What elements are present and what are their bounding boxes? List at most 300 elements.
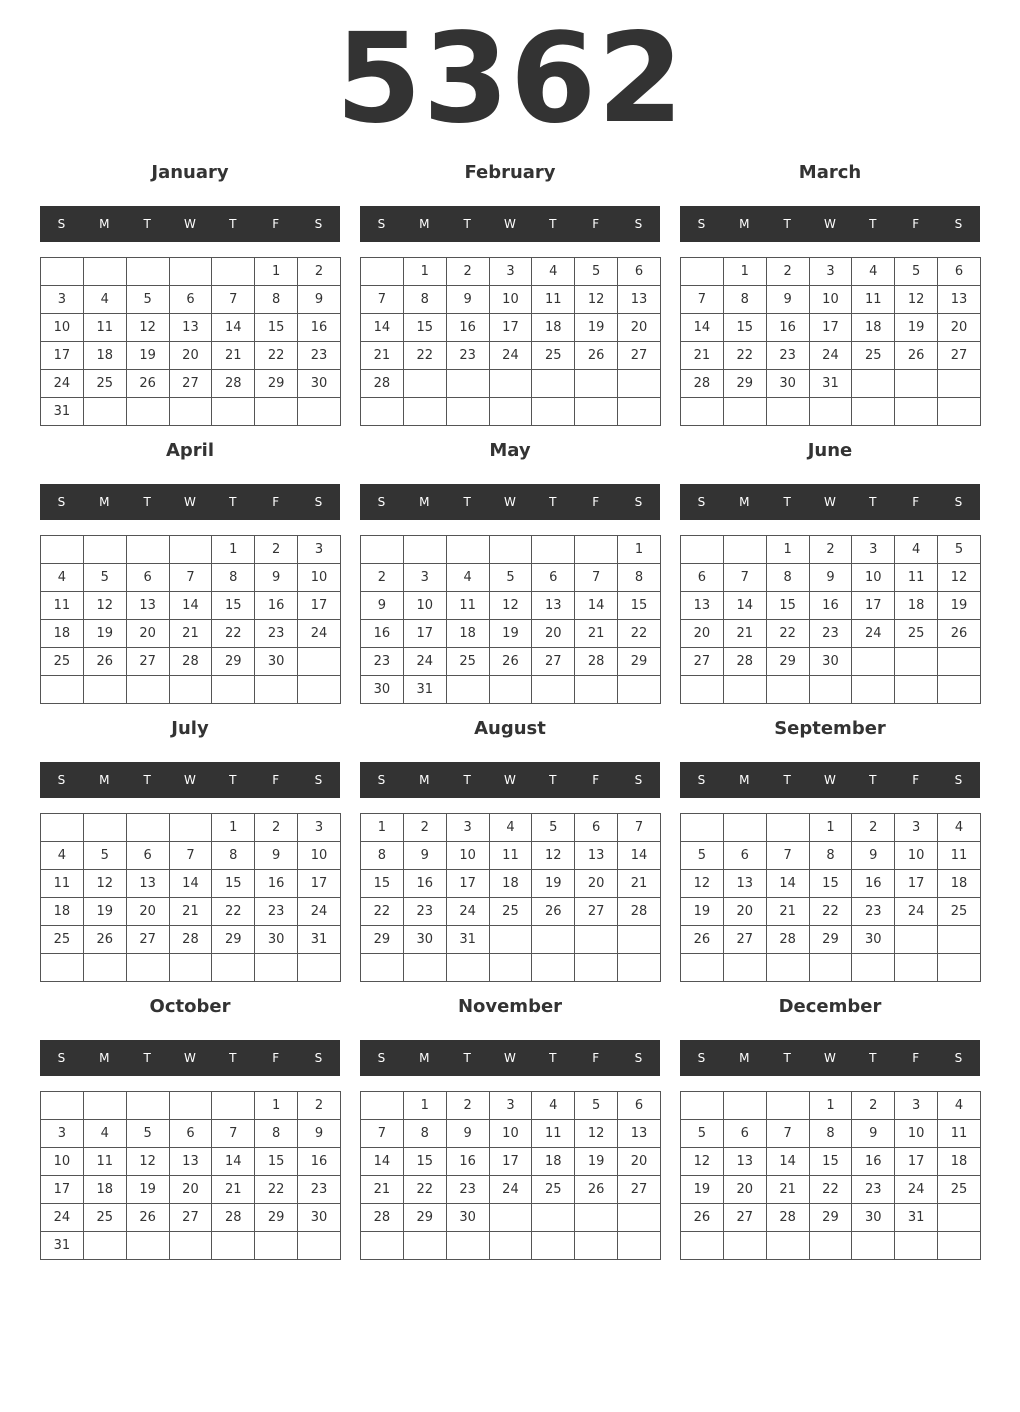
empty-cell bbox=[489, 536, 532, 564]
day-cell: 26 bbox=[83, 926, 126, 954]
day-cell: 15 bbox=[809, 1148, 852, 1176]
day-cell: 8 bbox=[255, 286, 298, 314]
weekday-label: W bbox=[824, 495, 836, 509]
day-cell: 14 bbox=[766, 1148, 809, 1176]
day-cell: 14 bbox=[212, 1148, 255, 1176]
day-cell: 2 bbox=[809, 536, 852, 564]
day-cell: 28 bbox=[212, 370, 255, 398]
day-cell: 3 bbox=[895, 814, 938, 842]
day-cell: 21 bbox=[169, 898, 212, 926]
day-cell: 26 bbox=[575, 1176, 618, 1204]
day-cell: 26 bbox=[575, 342, 618, 370]
day-cell: 3 bbox=[298, 536, 341, 564]
empty-cell bbox=[532, 370, 575, 398]
day-cell: 6 bbox=[938, 258, 981, 286]
weekday-label: S bbox=[314, 1051, 323, 1065]
day-cell: 4 bbox=[446, 564, 489, 592]
day-cell: 15 bbox=[766, 592, 809, 620]
day-cell: 9 bbox=[809, 564, 852, 592]
day-cell: 1 bbox=[403, 1092, 446, 1120]
day-cell: 9 bbox=[255, 842, 298, 870]
weekday-header bbox=[680, 206, 980, 242]
empty-cell bbox=[169, 398, 212, 426]
weekday-label: T bbox=[143, 773, 151, 787]
day-cell: 25 bbox=[41, 648, 84, 676]
day-cell: 19 bbox=[126, 1176, 169, 1204]
day-cell: 10 bbox=[895, 1120, 938, 1148]
weekday-label: F bbox=[912, 495, 920, 509]
weekday-header bbox=[360, 206, 660, 242]
day-cell: 22 bbox=[255, 342, 298, 370]
day-cell: 27 bbox=[169, 370, 212, 398]
weekday-label: T bbox=[549, 773, 557, 787]
day-cell: 14 bbox=[361, 1148, 404, 1176]
day-cell: 22 bbox=[809, 1176, 852, 1204]
weekday-label: T bbox=[783, 495, 791, 509]
day-grid bbox=[680, 813, 981, 982]
week-row bbox=[41, 620, 341, 648]
day-cell: 3 bbox=[298, 814, 341, 842]
day-cell: 17 bbox=[852, 592, 895, 620]
weekday-label: M bbox=[419, 495, 430, 509]
day-cell: 5 bbox=[938, 536, 981, 564]
week-row bbox=[681, 1204, 981, 1232]
empty-cell bbox=[361, 398, 404, 426]
weekday-label: M bbox=[99, 217, 110, 231]
weekday-label: W bbox=[184, 1051, 196, 1065]
day-grid bbox=[360, 535, 661, 704]
day-cell: 15 bbox=[809, 870, 852, 898]
day-cell: 10 bbox=[489, 1120, 532, 1148]
day-cell: 4 bbox=[938, 814, 981, 842]
empty-cell bbox=[723, 676, 766, 704]
day-cell: 17 bbox=[41, 342, 84, 370]
day-cell: 14 bbox=[361, 314, 404, 342]
day-cell: 25 bbox=[83, 370, 126, 398]
day-cell: 27 bbox=[938, 342, 981, 370]
day-cell: 17 bbox=[489, 314, 532, 342]
empty-cell bbox=[766, 1092, 809, 1120]
empty-cell bbox=[938, 398, 981, 426]
day-cell: 13 bbox=[723, 870, 766, 898]
weekday-label: T bbox=[463, 773, 471, 787]
day-cell: 30 bbox=[852, 1204, 895, 1232]
day-cell: 12 bbox=[895, 286, 938, 314]
day-cell: 28 bbox=[169, 926, 212, 954]
day-cell: 12 bbox=[938, 564, 981, 592]
day-cell: 15 bbox=[403, 314, 446, 342]
day-cell: 22 bbox=[255, 1176, 298, 1204]
day-cell: 21 bbox=[766, 1176, 809, 1204]
day-cell: 2 bbox=[298, 1092, 341, 1120]
day-cell: 5 bbox=[126, 1120, 169, 1148]
day-cell: 12 bbox=[681, 870, 724, 898]
day-cell: 31 bbox=[298, 926, 341, 954]
empty-cell bbox=[532, 1232, 575, 1260]
week-row bbox=[681, 814, 981, 842]
day-cell: 22 bbox=[403, 1176, 446, 1204]
day-cell: 21 bbox=[169, 620, 212, 648]
day-cell: 7 bbox=[766, 1120, 809, 1148]
day-cell: 19 bbox=[895, 314, 938, 342]
empty-cell bbox=[212, 1092, 255, 1120]
day-cell: 10 bbox=[446, 842, 489, 870]
day-cell: 13 bbox=[723, 1148, 766, 1176]
empty-cell bbox=[618, 676, 661, 704]
day-cell: 3 bbox=[446, 814, 489, 842]
day-cell: 16 bbox=[255, 592, 298, 620]
day-cell: 31 bbox=[809, 370, 852, 398]
weekday-label: F bbox=[272, 773, 280, 787]
day-cell: 4 bbox=[532, 258, 575, 286]
day-cell: 9 bbox=[852, 1120, 895, 1148]
weekday-label: S bbox=[697, 217, 706, 231]
empty-cell bbox=[212, 258, 255, 286]
empty-cell bbox=[723, 1092, 766, 1120]
day-cell: 1 bbox=[361, 814, 404, 842]
empty-cell bbox=[298, 398, 341, 426]
empty-cell bbox=[83, 1232, 126, 1260]
day-cell: 26 bbox=[681, 926, 724, 954]
day-cell: 21 bbox=[723, 620, 766, 648]
empty-cell bbox=[489, 398, 532, 426]
day-cell: 25 bbox=[532, 1176, 575, 1204]
day-cell: 11 bbox=[532, 1120, 575, 1148]
empty-cell bbox=[361, 536, 404, 564]
day-cell: 15 bbox=[255, 314, 298, 342]
empty-cell bbox=[212, 1232, 255, 1260]
day-cell: 11 bbox=[852, 286, 895, 314]
week-row bbox=[361, 1232, 661, 1260]
weekday-label: W bbox=[824, 1051, 836, 1065]
day-cell: 28 bbox=[361, 370, 404, 398]
week-row bbox=[681, 1120, 981, 1148]
day-cell: 20 bbox=[681, 620, 724, 648]
day-cell: 25 bbox=[895, 620, 938, 648]
day-cell: 11 bbox=[895, 564, 938, 592]
day-cell: 7 bbox=[766, 842, 809, 870]
empty-cell bbox=[169, 954, 212, 982]
day-cell: 1 bbox=[255, 1092, 298, 1120]
week-row bbox=[361, 592, 661, 620]
day-cell: 2 bbox=[446, 258, 489, 286]
weekday-label: T bbox=[229, 773, 237, 787]
empty-cell bbox=[575, 370, 618, 398]
empty-cell bbox=[532, 1204, 575, 1232]
day-cell: 14 bbox=[169, 870, 212, 898]
day-cell: 6 bbox=[169, 1120, 212, 1148]
day-cell: 6 bbox=[723, 842, 766, 870]
weekday-label: T bbox=[549, 217, 557, 231]
day-cell: 6 bbox=[723, 1120, 766, 1148]
day-cell: 22 bbox=[403, 342, 446, 370]
day-cell: 2 bbox=[298, 258, 341, 286]
day-cell: 11 bbox=[41, 870, 84, 898]
day-cell: 7 bbox=[575, 564, 618, 592]
empty-cell bbox=[489, 954, 532, 982]
week-row bbox=[361, 898, 661, 926]
day-cell: 1 bbox=[618, 536, 661, 564]
weekday-label: S bbox=[314, 217, 323, 231]
empty-cell bbox=[766, 1232, 809, 1260]
weekday-label: F bbox=[912, 1051, 920, 1065]
week-row bbox=[681, 842, 981, 870]
week-row bbox=[681, 898, 981, 926]
empty-cell bbox=[938, 926, 981, 954]
week-row bbox=[41, 954, 341, 982]
week-row bbox=[361, 842, 661, 870]
week-row bbox=[361, 954, 661, 982]
day-cell: 13 bbox=[169, 1148, 212, 1176]
week-row bbox=[681, 592, 981, 620]
week-row bbox=[361, 370, 661, 398]
day-cell: 31 bbox=[895, 1204, 938, 1232]
day-cell: 8 bbox=[618, 564, 661, 592]
week-row bbox=[41, 814, 341, 842]
empty-cell bbox=[618, 1232, 661, 1260]
day-cell: 7 bbox=[212, 1120, 255, 1148]
empty-cell bbox=[895, 926, 938, 954]
day-cell: 5 bbox=[681, 1120, 724, 1148]
week-row bbox=[361, 342, 661, 370]
day-cell: 10 bbox=[403, 592, 446, 620]
weekday-label: M bbox=[419, 773, 430, 787]
day-cell: 11 bbox=[489, 842, 532, 870]
day-cell: 18 bbox=[446, 620, 489, 648]
empty-cell bbox=[938, 676, 981, 704]
day-cell: 12 bbox=[532, 842, 575, 870]
weekday-label: S bbox=[57, 495, 66, 509]
day-cell: 29 bbox=[255, 370, 298, 398]
empty-cell bbox=[212, 398, 255, 426]
empty-cell bbox=[489, 676, 532, 704]
month-name: September bbox=[774, 718, 886, 739]
week-row bbox=[681, 1176, 981, 1204]
day-cell: 18 bbox=[41, 620, 84, 648]
weekday-label: W bbox=[824, 217, 836, 231]
weekday-label: W bbox=[504, 495, 516, 509]
weekday-label: S bbox=[57, 1051, 66, 1065]
empty-cell bbox=[126, 1092, 169, 1120]
day-cell: 10 bbox=[852, 564, 895, 592]
empty-cell bbox=[446, 676, 489, 704]
weekday-header bbox=[40, 762, 340, 798]
day-cell: 20 bbox=[169, 342, 212, 370]
empty-cell bbox=[532, 676, 575, 704]
day-cell: 9 bbox=[403, 842, 446, 870]
day-cell: 23 bbox=[852, 1176, 895, 1204]
weekday-header bbox=[680, 762, 980, 798]
empty-cell bbox=[895, 370, 938, 398]
day-cell: 13 bbox=[169, 314, 212, 342]
week-row bbox=[681, 564, 981, 592]
weekday-label: F bbox=[592, 217, 600, 231]
week-row bbox=[681, 1092, 981, 1120]
day-cell: 19 bbox=[532, 870, 575, 898]
day-cell: 26 bbox=[895, 342, 938, 370]
week-row bbox=[41, 286, 341, 314]
day-cell: 13 bbox=[681, 592, 724, 620]
empty-cell bbox=[575, 676, 618, 704]
day-cell: 27 bbox=[723, 926, 766, 954]
day-cell: 18 bbox=[852, 314, 895, 342]
empty-cell bbox=[618, 1204, 661, 1232]
day-cell: 15 bbox=[618, 592, 661, 620]
day-cell: 17 bbox=[489, 1148, 532, 1176]
week-row bbox=[681, 258, 981, 286]
weekday-label: T bbox=[229, 495, 237, 509]
week-row bbox=[681, 398, 981, 426]
empty-cell bbox=[126, 954, 169, 982]
week-row bbox=[681, 342, 981, 370]
day-cell: 13 bbox=[575, 842, 618, 870]
empty-cell bbox=[723, 814, 766, 842]
day-cell: 12 bbox=[126, 314, 169, 342]
day-cell: 12 bbox=[83, 592, 126, 620]
day-cell: 8 bbox=[809, 842, 852, 870]
day-cell: 9 bbox=[852, 842, 895, 870]
day-cell: 23 bbox=[766, 342, 809, 370]
week-row bbox=[361, 620, 661, 648]
empty-cell bbox=[126, 814, 169, 842]
weekday-label: S bbox=[634, 217, 643, 231]
day-cell: 27 bbox=[681, 648, 724, 676]
day-cell: 10 bbox=[41, 314, 84, 342]
empty-cell bbox=[809, 1232, 852, 1260]
day-cell: 8 bbox=[212, 564, 255, 592]
day-cell: 13 bbox=[938, 286, 981, 314]
day-cell: 8 bbox=[766, 564, 809, 592]
empty-cell bbox=[361, 258, 404, 286]
empty-cell bbox=[361, 954, 404, 982]
day-cell: 26 bbox=[938, 620, 981, 648]
day-cell: 17 bbox=[298, 592, 341, 620]
day-cell: 4 bbox=[83, 286, 126, 314]
day-cell: 12 bbox=[489, 592, 532, 620]
day-cell: 18 bbox=[532, 314, 575, 342]
empty-cell bbox=[618, 398, 661, 426]
day-cell: 9 bbox=[361, 592, 404, 620]
weekday-label: M bbox=[99, 773, 110, 787]
day-cell: 5 bbox=[681, 842, 724, 870]
day-cell: 3 bbox=[809, 258, 852, 286]
day-cell: 30 bbox=[255, 926, 298, 954]
day-cell: 7 bbox=[618, 814, 661, 842]
day-cell: 17 bbox=[809, 314, 852, 342]
empty-cell bbox=[532, 954, 575, 982]
day-cell: 27 bbox=[532, 648, 575, 676]
weekday-label: S bbox=[57, 217, 66, 231]
day-cell: 8 bbox=[255, 1120, 298, 1148]
day-cell: 20 bbox=[618, 314, 661, 342]
month-name: August bbox=[474, 718, 546, 739]
day-cell: 1 bbox=[212, 814, 255, 842]
day-cell: 4 bbox=[852, 258, 895, 286]
day-cell: 6 bbox=[532, 564, 575, 592]
day-cell: 8 bbox=[212, 842, 255, 870]
empty-cell bbox=[403, 954, 446, 982]
week-row bbox=[681, 1232, 981, 1260]
day-cell: 6 bbox=[618, 258, 661, 286]
empty-cell bbox=[532, 536, 575, 564]
day-cell: 12 bbox=[681, 1148, 724, 1176]
week-row bbox=[41, 926, 341, 954]
empty-cell bbox=[938, 954, 981, 982]
day-cell: 16 bbox=[809, 592, 852, 620]
empty-cell bbox=[532, 398, 575, 426]
empty-cell bbox=[575, 1204, 618, 1232]
week-row bbox=[41, 258, 341, 286]
weekday-label: M bbox=[739, 1051, 750, 1065]
weekday-label: T bbox=[463, 1051, 471, 1065]
week-row bbox=[41, 592, 341, 620]
week-row bbox=[41, 1232, 341, 1260]
day-cell: 14 bbox=[575, 592, 618, 620]
month-name: April bbox=[165, 440, 215, 461]
day-cell: 24 bbox=[489, 1176, 532, 1204]
empty-cell bbox=[83, 1092, 126, 1120]
empty-cell bbox=[895, 398, 938, 426]
day-cell: 11 bbox=[83, 1148, 126, 1176]
empty-cell bbox=[83, 814, 126, 842]
day-cell: 10 bbox=[809, 286, 852, 314]
day-grid bbox=[360, 813, 661, 982]
day-cell: 29 bbox=[212, 648, 255, 676]
week-row bbox=[681, 536, 981, 564]
day-cell: 31 bbox=[41, 398, 84, 426]
weekday-label: F bbox=[272, 217, 280, 231]
day-cell: 28 bbox=[575, 648, 618, 676]
weekday-label: S bbox=[634, 495, 643, 509]
week-row bbox=[361, 1204, 661, 1232]
weekday-label: M bbox=[419, 217, 430, 231]
day-cell: 19 bbox=[83, 898, 126, 926]
weekday-label: T bbox=[463, 217, 471, 231]
day-cell: 10 bbox=[298, 842, 341, 870]
day-cell: 10 bbox=[41, 1148, 84, 1176]
empty-cell bbox=[126, 398, 169, 426]
day-cell: 24 bbox=[852, 620, 895, 648]
week-row bbox=[41, 536, 341, 564]
day-cell: 6 bbox=[126, 842, 169, 870]
week-row bbox=[41, 398, 341, 426]
day-cell: 20 bbox=[575, 870, 618, 898]
empty-cell bbox=[938, 1232, 981, 1260]
weekday-label: S bbox=[634, 1051, 643, 1065]
day-cell: 9 bbox=[298, 1120, 341, 1148]
weekday-label: S bbox=[954, 495, 963, 509]
empty-cell bbox=[41, 814, 84, 842]
day-cell: 22 bbox=[212, 898, 255, 926]
weekday-label: M bbox=[739, 495, 750, 509]
day-cell: 28 bbox=[766, 1204, 809, 1232]
weekday-label: S bbox=[697, 1051, 706, 1065]
day-cell: 8 bbox=[723, 286, 766, 314]
day-cell: 28 bbox=[361, 1204, 404, 1232]
empty-cell bbox=[446, 370, 489, 398]
day-cell: 7 bbox=[361, 286, 404, 314]
day-cell: 4 bbox=[489, 814, 532, 842]
day-cell: 21 bbox=[618, 870, 661, 898]
month-name: December bbox=[778, 996, 882, 1017]
empty-cell bbox=[723, 398, 766, 426]
day-cell: 27 bbox=[169, 1204, 212, 1232]
empty-cell bbox=[766, 676, 809, 704]
empty-cell bbox=[255, 954, 298, 982]
day-cell: 31 bbox=[41, 1232, 84, 1260]
day-cell: 5 bbox=[126, 286, 169, 314]
day-cell: 17 bbox=[403, 620, 446, 648]
